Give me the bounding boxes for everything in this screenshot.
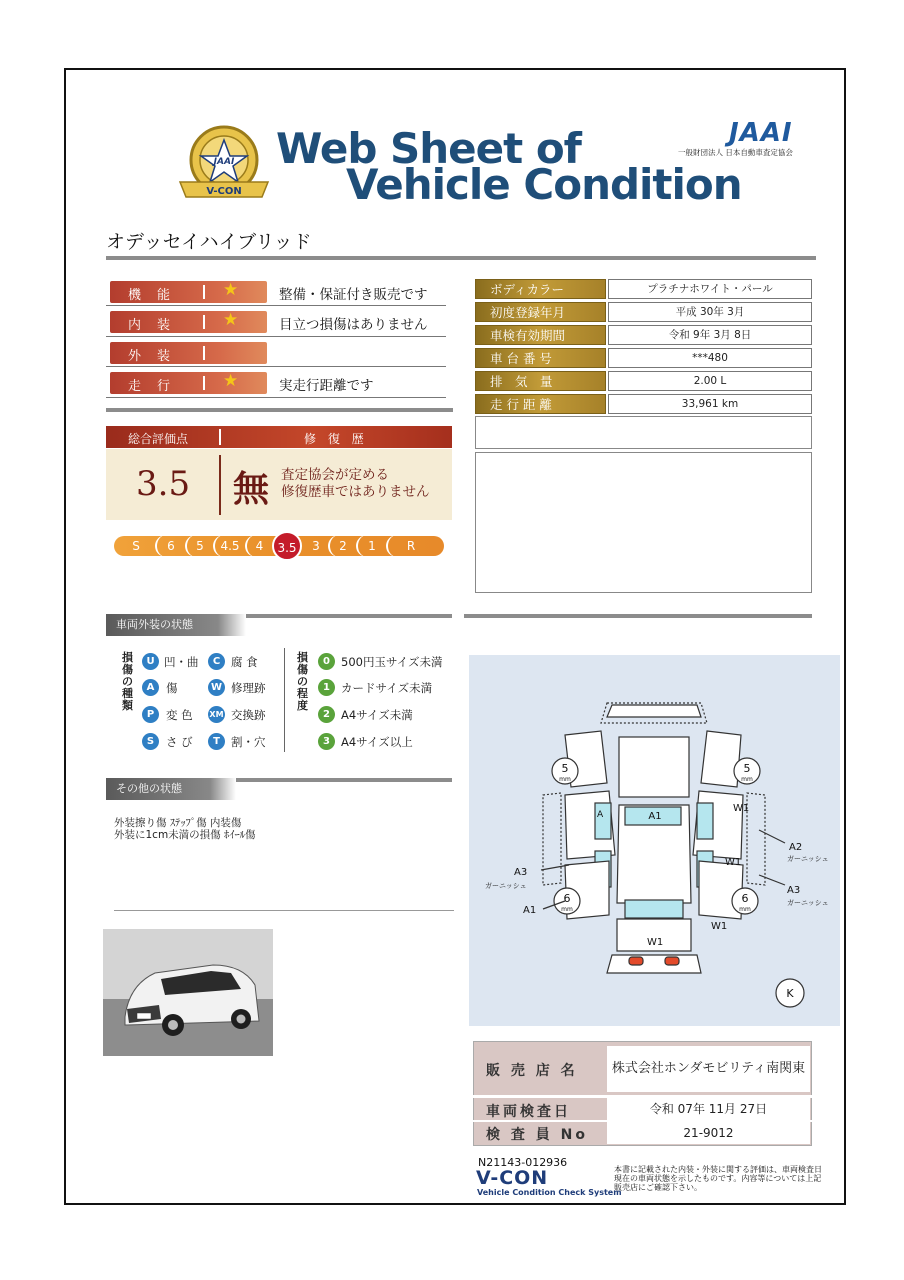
legend-divider (284, 648, 285, 752)
code-w-icon: W (208, 679, 225, 696)
row-divider (106, 397, 446, 398)
rating-text: 目立つ損傷はありません (279, 317, 428, 333)
diagram-mark: W1 (647, 937, 664, 948)
rating-interior (110, 311, 267, 333)
section-line (236, 778, 452, 782)
diagram-mark: A2 (789, 842, 803, 853)
spec-label: 走 行 距 離 (475, 394, 606, 414)
legend-text: 500円玉サイズ未満 (341, 655, 443, 669)
repair-history-label: 修 復 歴 (304, 432, 368, 446)
rating-label: 機能 (128, 288, 187, 303)
rating-label: 走行 (128, 379, 187, 394)
rating-mileage (110, 372, 267, 394)
code-p-icon: P (142, 706, 159, 723)
diagram-mark: A1 (523, 905, 537, 916)
total-score: 3.5 (136, 464, 191, 504)
garnish-label: ガーニッシュ (787, 855, 829, 863)
legend-text: 変 色 (166, 708, 193, 722)
row-divider (106, 305, 446, 306)
scale-item: 2 (328, 535, 356, 557)
diagram-mark: W1 (733, 803, 750, 814)
legend-text: A4サイズ未満 (341, 708, 413, 722)
repair-text-line2: 修復歴車ではありません (281, 484, 430, 500)
car-outline-diagram (469, 655, 840, 1026)
blank-field (475, 416, 812, 449)
damage-degree-label: 損傷の程度 (297, 651, 308, 712)
minivan-image-icon (103, 929, 273, 1056)
divider (106, 408, 453, 412)
section-line (246, 614, 452, 618)
diagram-mark: A (597, 810, 604, 820)
garnish-label: ガーニッシュ (787, 899, 829, 907)
tire-rear-right: 6 (741, 892, 749, 905)
code-u-icon: U (142, 653, 159, 670)
tire-unit: mm (561, 906, 573, 913)
org-name: 一般財団法人 日本自動車査定協会 (678, 148, 793, 157)
tire-front-right: 5 (743, 762, 751, 775)
legend-text: A4サイズ以上 (341, 735, 413, 749)
diagram-mark: W1 (725, 857, 742, 868)
rating-separator (203, 346, 205, 360)
scale-item: R (386, 535, 434, 557)
page-title-line2: Vehicle Condition (346, 160, 742, 209)
vcon-footer-logo: V-CON (476, 1167, 549, 1189)
scale-item: 4 (245, 535, 272, 557)
diagram-mark: A1 (648, 811, 662, 822)
k-mark: K (786, 987, 794, 1000)
row-divider (106, 366, 446, 367)
other-line1: 外装擦り傷 ｽﾃｯﾌﾟ傷 内装傷 (114, 817, 242, 829)
divider (106, 256, 816, 260)
spec-value: 33,961 km (608, 394, 812, 414)
tire-unit: mm (559, 776, 571, 783)
rating-separator (203, 285, 205, 299)
notes-box (475, 452, 812, 593)
rating-exterior (110, 342, 267, 364)
spec-label: ボディカラー (475, 279, 606, 299)
damage-type-label: 損傷の種類 (122, 651, 133, 712)
rating-function (110, 281, 267, 303)
spec-value: 令和 9年 3月 8日 (608, 325, 812, 345)
code-a-icon: A (142, 679, 159, 696)
inspector-value: 21-9012 (607, 1122, 810, 1144)
star-icon: ★ (223, 310, 239, 330)
legend-text: 割・穴 (231, 735, 266, 749)
spec-label: 初度登録年月 (475, 302, 606, 322)
code-c-icon: C (208, 653, 225, 670)
scale-item: 6 (155, 535, 185, 557)
legend-text: 修理跡 (231, 681, 266, 695)
spec-value: プラチナホワイト・パール (608, 279, 812, 299)
repair-mark: 無 (233, 468, 270, 510)
legend-text: カードサイズ未満 (341, 681, 433, 695)
rating-text: 実走行距離です (279, 378, 374, 394)
garnish-label: ガーニッシュ (485, 882, 527, 890)
code-xm-icon: XM (208, 706, 225, 723)
spec-value: 平成 30年 3月 (608, 302, 812, 322)
diagram-mark: A3 (787, 885, 801, 896)
scale-item-active: 3.5 (272, 531, 302, 561)
date-value: 令和 07年 11月 27日 (607, 1098, 810, 1120)
degree-2-icon: 2 (318, 706, 335, 723)
section-header-other: その他の状態 (106, 778, 236, 800)
tire-unit: mm (741, 776, 753, 783)
svg-text:JAAI: JAAI (213, 157, 235, 167)
legend-text: 凹・曲 (164, 655, 199, 669)
jaai-logo: JAAI (729, 118, 793, 148)
shop-label: 販 売 店 名 (486, 1063, 578, 1079)
diagram-mark: A3 (514, 867, 528, 878)
spec-value: ***480 (608, 348, 812, 368)
scale-item: 5 (185, 535, 213, 557)
diagram-mark: W1 (711, 921, 728, 932)
rating-label: 内装 (128, 318, 187, 333)
star-icon: ★ (223, 371, 239, 391)
tire-rear-left: 6 (563, 892, 571, 905)
degree-0-icon: 0 (318, 653, 335, 670)
code-t-icon: T (208, 733, 225, 750)
page-title-line1: Web Sheet of (276, 124, 581, 173)
legend-text: さ び (166, 735, 193, 749)
spec-label: 車検有効期間 (475, 325, 606, 345)
vehicle-photo (103, 929, 273, 1056)
legend-text: 腐 食 (231, 655, 258, 669)
date-label: 車両検査日 (486, 1104, 571, 1120)
repair-text-line1: 査定協会が定める (281, 467, 389, 483)
row-divider (106, 336, 446, 337)
car-name: オデッセイハイブリッド (106, 231, 312, 253)
vcon-emblem-icon (174, 122, 274, 206)
scale-item: 1 (356, 535, 386, 557)
section-header-exterior: 車両外装の状態 (106, 614, 246, 636)
rating-separator (203, 376, 205, 390)
divider (114, 910, 454, 911)
rating-separator (203, 315, 205, 329)
sheet-id: N21143-012936 (478, 1156, 568, 1169)
divider (464, 614, 812, 618)
scale-item: S (132, 539, 140, 553)
vehicle-diagram (469, 655, 840, 1026)
rating-label: 外装 (128, 349, 187, 364)
tire-front-left: 5 (561, 762, 569, 775)
degree-3-icon: 3 (318, 733, 335, 750)
shop-value: 株式会社ホンダモビリティ南関東 (607, 1046, 810, 1092)
header-separator (219, 429, 221, 445)
total-score-label: 総合評価点 (128, 432, 189, 446)
inspector-label: 検 査 員 No (486, 1127, 588, 1143)
other-line2: 外装に1cm未満の損傷 ﾎｲｰﾙ傷 (114, 829, 256, 841)
rating-text: 整備・保証付き販売です (279, 287, 428, 303)
vcon-emblem-text: V-CON (206, 186, 242, 197)
spec-label: 車 台 番 号 (475, 348, 606, 368)
star-icon: ★ (223, 280, 239, 300)
scale-item: 3 (312, 539, 320, 553)
spec-value: 2.00 L (608, 371, 812, 391)
evaluation-header (106, 426, 452, 448)
degree-1-icon: 1 (318, 679, 335, 696)
vcon-footer-subtitle: Vehicle Condition Check System (477, 1188, 622, 1197)
footer-note: 本書に記載された内装・外装に関する評価は、車両検査日現在の車両状態を示したものです。内容等については上記販売店にご確認下さい。 (614, 1165, 822, 1192)
code-s-icon: S (142, 733, 159, 750)
body-separator (219, 455, 221, 515)
tire-unit: mm (739, 906, 751, 913)
scale-item: 4.5 (213, 535, 245, 557)
legend-text: 傷 (166, 681, 178, 695)
legend-text: 交換跡 (231, 708, 266, 722)
spec-label: 排 気 量 (475, 371, 606, 391)
repair-text (281, 467, 430, 501)
